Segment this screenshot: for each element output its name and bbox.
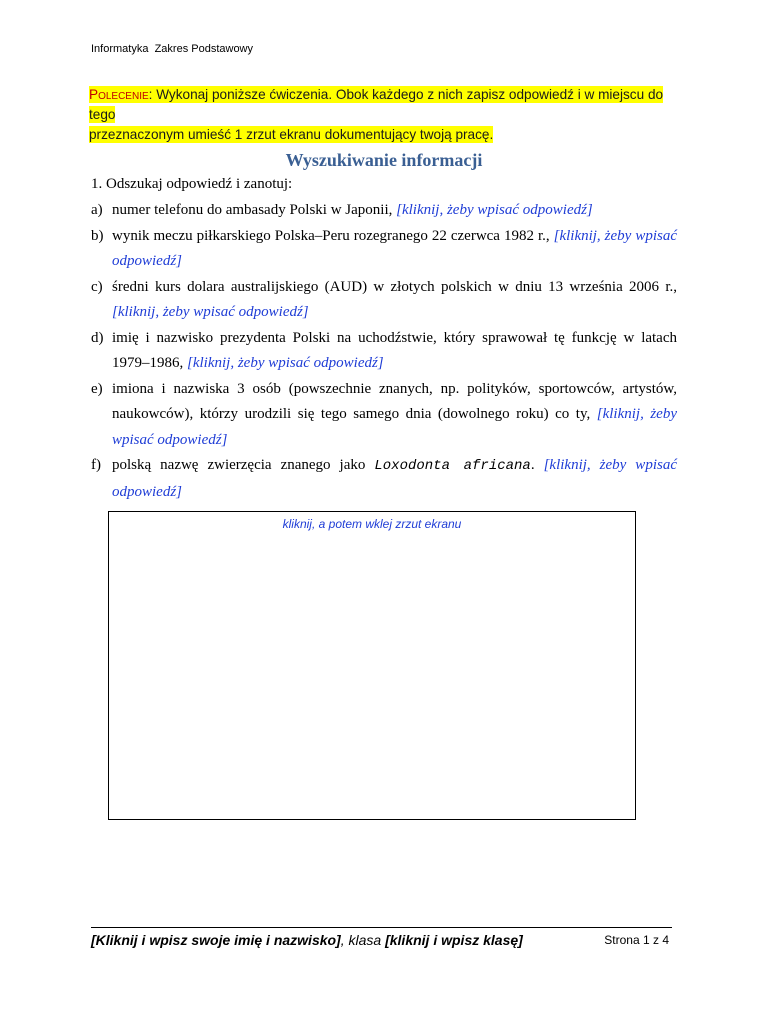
instruction-colon: : bbox=[148, 87, 153, 102]
answer-field-a[interactable]: [kliknij, żeby wpisać odpowiedź] bbox=[396, 202, 593, 218]
list-item-b: b) wynik meczu piłkarskiego Polska–Peru rozegranego 22 czerwca 1982 r., [kliknij, żeby wpisać odpowiedź] bbox=[91, 227, 677, 269]
name-field[interactable]: [Kliknij i wpisz swoje imię i nazwisko] bbox=[91, 932, 341, 948]
instruction-text-2: przeznaczonym umieść 1 zrzut ekranu dokumentujący twoją pracę. bbox=[89, 127, 494, 142]
document-header: Informatyka Zakres Podstawowy bbox=[91, 43, 254, 55]
answer-field-d[interactable]: [kliknij, żeby wpisać odpowiedź] bbox=[187, 355, 384, 371]
question-list bbox=[91, 198, 677, 505]
instruction-text-1: Wykonaj poniższe ćwiczenia. Obok każdego z nich zapisz odpowiedź i w miejscu do tego bbox=[89, 87, 664, 122]
document-footer bbox=[91, 932, 681, 948]
list-item-c: c) średni kurs dolara australijskiego (AUD) w złotych polskich w dniu 13 września 2006 r., [kliknij, żeby wpisać odpowiedź] bbox=[91, 278, 677, 320]
page-number: Strona 1 z 4 bbox=[604, 933, 669, 947]
answer-field-f[interactable]: [kliknij, żeby wpisać odpowiedź] bbox=[112, 457, 677, 500]
answer-field-e[interactable]: [kliknij, żeby wpisać odpowiedź] bbox=[112, 406, 677, 448]
question-intro: 1. Odszukaj odpowiedź i zanotuj: bbox=[91, 176, 293, 192]
instruction-label: Polecenie bbox=[89, 87, 149, 102]
screenshot-box-label: kliknij, a potem wklej zrzut ekranu bbox=[282, 517, 462, 531]
footer-divider bbox=[91, 927, 672, 928]
list-item-f: f) polską nazwę zwierzęcia znanego jako Loxodonta africana. [kliknij, żeby wpisać odpowiedź] bbox=[91, 457, 677, 500]
screenshot-placeholder-box[interactable] bbox=[108, 511, 636, 820]
class-field[interactable]: [kliknij i wpisz klasę] bbox=[385, 932, 523, 948]
class-label: , klasa bbox=[340, 932, 386, 948]
answer-field-b[interactable]: [kliknij, żeby wpisać odpowiedź] bbox=[112, 227, 677, 269]
list-item-a: a) numer telefonu do ambasady Polski w Japonii, [kliknij, żeby wpisać odpowiedź] bbox=[91, 202, 593, 218]
instruction-paragraph bbox=[89, 85, 677, 145]
list-item-d: d) imię i nazwisko prezydenta Polski na uchodźstwie, który sprawował tę funkcję w latach 1979–1986, [kliknij, żeby wpisać odpowiedź] bbox=[91, 329, 677, 371]
latin-name: Loxodonta africana bbox=[374, 458, 531, 474]
section-title: Wyszukiwanie informacji bbox=[285, 150, 483, 170]
answer-field-c[interactable]: [kliknij, żeby wpisać odpowiedź] bbox=[112, 304, 309, 320]
list-item-e: e) imiona i nazwiska 3 osób (powszechnie znanych, np. polityków, sportowców, artystów, naukowców), którzy urodzili się tego samego dnia (dowolnego roku) co ty, [kliknij, żeby wpisać odpowiedź] bbox=[91, 380, 677, 448]
